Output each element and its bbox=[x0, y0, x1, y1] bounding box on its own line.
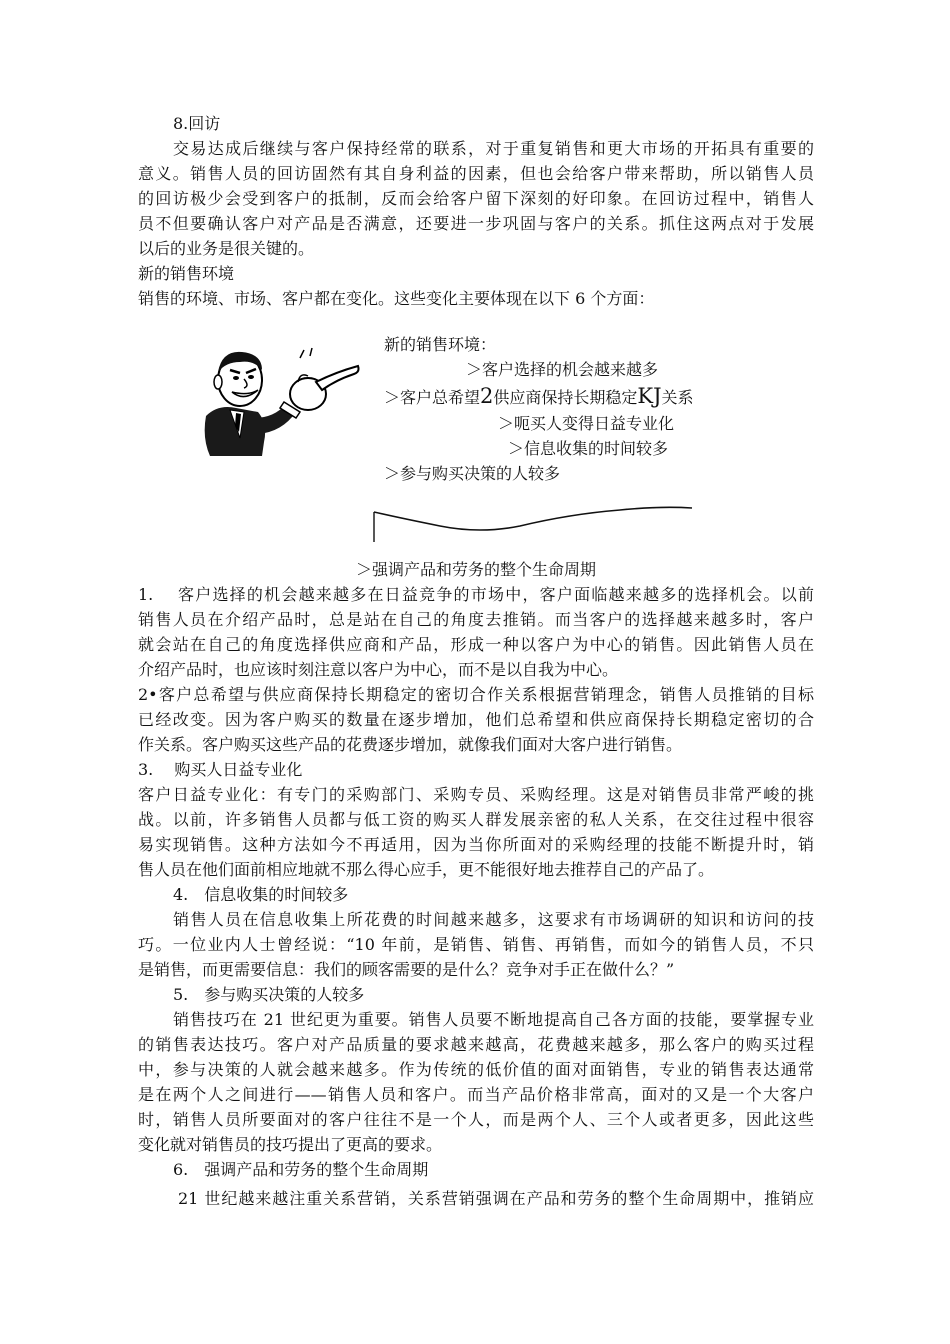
pointing-man-illustration bbox=[196, 346, 362, 458]
paragraph-line: 战。以前，许多销售人员都与低工资的购买人群发展亲密的私人关系，在交往过程中很容 bbox=[138, 810, 814, 829]
figure-item-3: ＞呃买人变得日益专业化 bbox=[498, 414, 675, 433]
paragraph-line: 时，销售人员所要面对的客户往往不是一个人，而是两个人、三个人或者更多，因此这些 bbox=[138, 1110, 814, 1129]
paragraph-line: 是销售，而更需要信息：我们的顾客需要的是什么？竞争对手正在做什么？” bbox=[138, 960, 675, 979]
figure-item-5: ＞参与购买决策的人较多 bbox=[384, 464, 561, 483]
figure-title: 新的销售环境： bbox=[384, 335, 497, 354]
paragraph-line: 员不但要确认客户对产品是否满意，还要进一步巩固与客户的关系。抓住这两点对于发展 bbox=[138, 214, 814, 233]
paragraph-line: 的回访极少会受到客户的抵制，反而会给客户留下深刻的好印象。在回访过程中，销售人 bbox=[138, 189, 814, 208]
figure-item-1: ＞客户选择的机会越来越多 bbox=[466, 360, 659, 379]
section-heading-revisit: 8.回访 bbox=[173, 114, 221, 133]
paragraph-line: 销售的环境、市场、客户都在变化。这些变化主要体现在以下 6 个方面： bbox=[138, 289, 655, 308]
paragraph-line: 意义。销售人员的回访固然有其自身利益的因素，但也会给客户带来帮助，所以销售人员 bbox=[138, 164, 814, 183]
paragraph-line: 中，参与决策的人就会越来越多。作为传统的低价值的面对面销售，专业的销售表达通常 bbox=[138, 1060, 814, 1079]
paragraph-line: 交易达成后继续与客户保持经常的联系，对于重复销售和更大市场的开拓具有重要的 bbox=[173, 139, 814, 158]
section-heading: 3. 购买人日益专业化 bbox=[138, 760, 303, 779]
wave-line-decoration bbox=[370, 500, 696, 550]
paragraph-line: 2•客户总希望与供应商保持长期稳定的密切合作关系根据营销理念，销售人员推销的目标 bbox=[138, 685, 814, 704]
paragraph-line: 销售技巧在 21 世纪更为重要。销售人员要不断地提高自己各方面的技能，要掌握专业 bbox=[173, 1010, 814, 1029]
paragraph-line: 易实现销售。这种方法如今不再适用，因为当你所面对的采购经理的技能不断提升时，销 bbox=[138, 835, 814, 854]
section-heading: 5. 参与购买决策的人较多 bbox=[173, 985, 365, 1004]
paragraph-line: 的销售表达技巧。客户对产品质量的要求越来越高，花费越来越多，那么客户的购买过程 bbox=[138, 1035, 814, 1054]
paragraph-line: 销售人员在信息收集上所花费的时间越来越多，这要求有市场调研的知识和访问的技 bbox=[173, 910, 814, 929]
paragraph-line: 变化就对销售员的技巧提出了更高的要求。 bbox=[138, 1135, 443, 1154]
paragraph-line: 就会站在自己的角度选择供应商和产品，形成一种以客户为中心的销售。因此销售人员在 bbox=[138, 635, 814, 654]
paragraph-line: 销售人员在介绍产品时，总是站在自己的角度去推销。而当客户的选择越来越多时，客户 bbox=[138, 610, 814, 629]
figure-item-4: ＞信息收集的时间较多 bbox=[508, 439, 669, 458]
section-heading: 6. 强调产品和劳务的整个生命周期 bbox=[173, 1160, 429, 1179]
paragraph-line: 巧。一位业内人士曾经说：“10 年前，是销售、销售、再销售，而如今的销售人员，不只 bbox=[138, 935, 814, 954]
paragraph-line: 21 世纪越来越注重关系营销，关系营销强调在产品和劳务的整个生命周期中，推销应 bbox=[178, 1189, 814, 1208]
paragraph-line: 是在两个人之间进行——销售人员和客户。而当产品价格非常高，面对的又是一个大客户 bbox=[138, 1085, 814, 1104]
paragraph-line: 以后的业务是很关键的。 bbox=[138, 239, 315, 258]
paragraph-line: 作关系。客户购买这些产品的花费逐步增加，就像我们面对大客户进行销售。 bbox=[138, 735, 683, 754]
paragraph-line: 已经改变。因为客户购买的数量在逐步增加，他们总希望和供应商保持长期稳定密切的合 bbox=[138, 710, 814, 729]
figure-item-6: ＞强调产品和劳务的整个生命周期 bbox=[356, 560, 597, 579]
figure-item-2: ＞客户总希望2供应商保持长期稳定KJ关系 bbox=[384, 384, 694, 408]
paragraph-line: 介绍产品时，也应该时刻注意以客户为中心，而不是以自我为中心。 bbox=[138, 660, 619, 679]
paragraph-line: 售人员在他们面前相应地就不那么得心应手，更不能很好地去推荐自己的产品了。 bbox=[138, 860, 715, 879]
paragraph-line: 1. 客户选择的机会越来越多在日益竞争的市场中，客户面临越来越多的选择机会。以前 bbox=[138, 585, 814, 604]
paragraph-line: 客户日益专业化：有专门的采购部门、采购专员、采购经理。这是对销售员非常严峻的挑 bbox=[138, 785, 814, 804]
section-heading: 4. 信息收集的时间较多 bbox=[173, 885, 349, 904]
section-heading-new-environment: 新的销售环境 bbox=[138, 264, 235, 283]
